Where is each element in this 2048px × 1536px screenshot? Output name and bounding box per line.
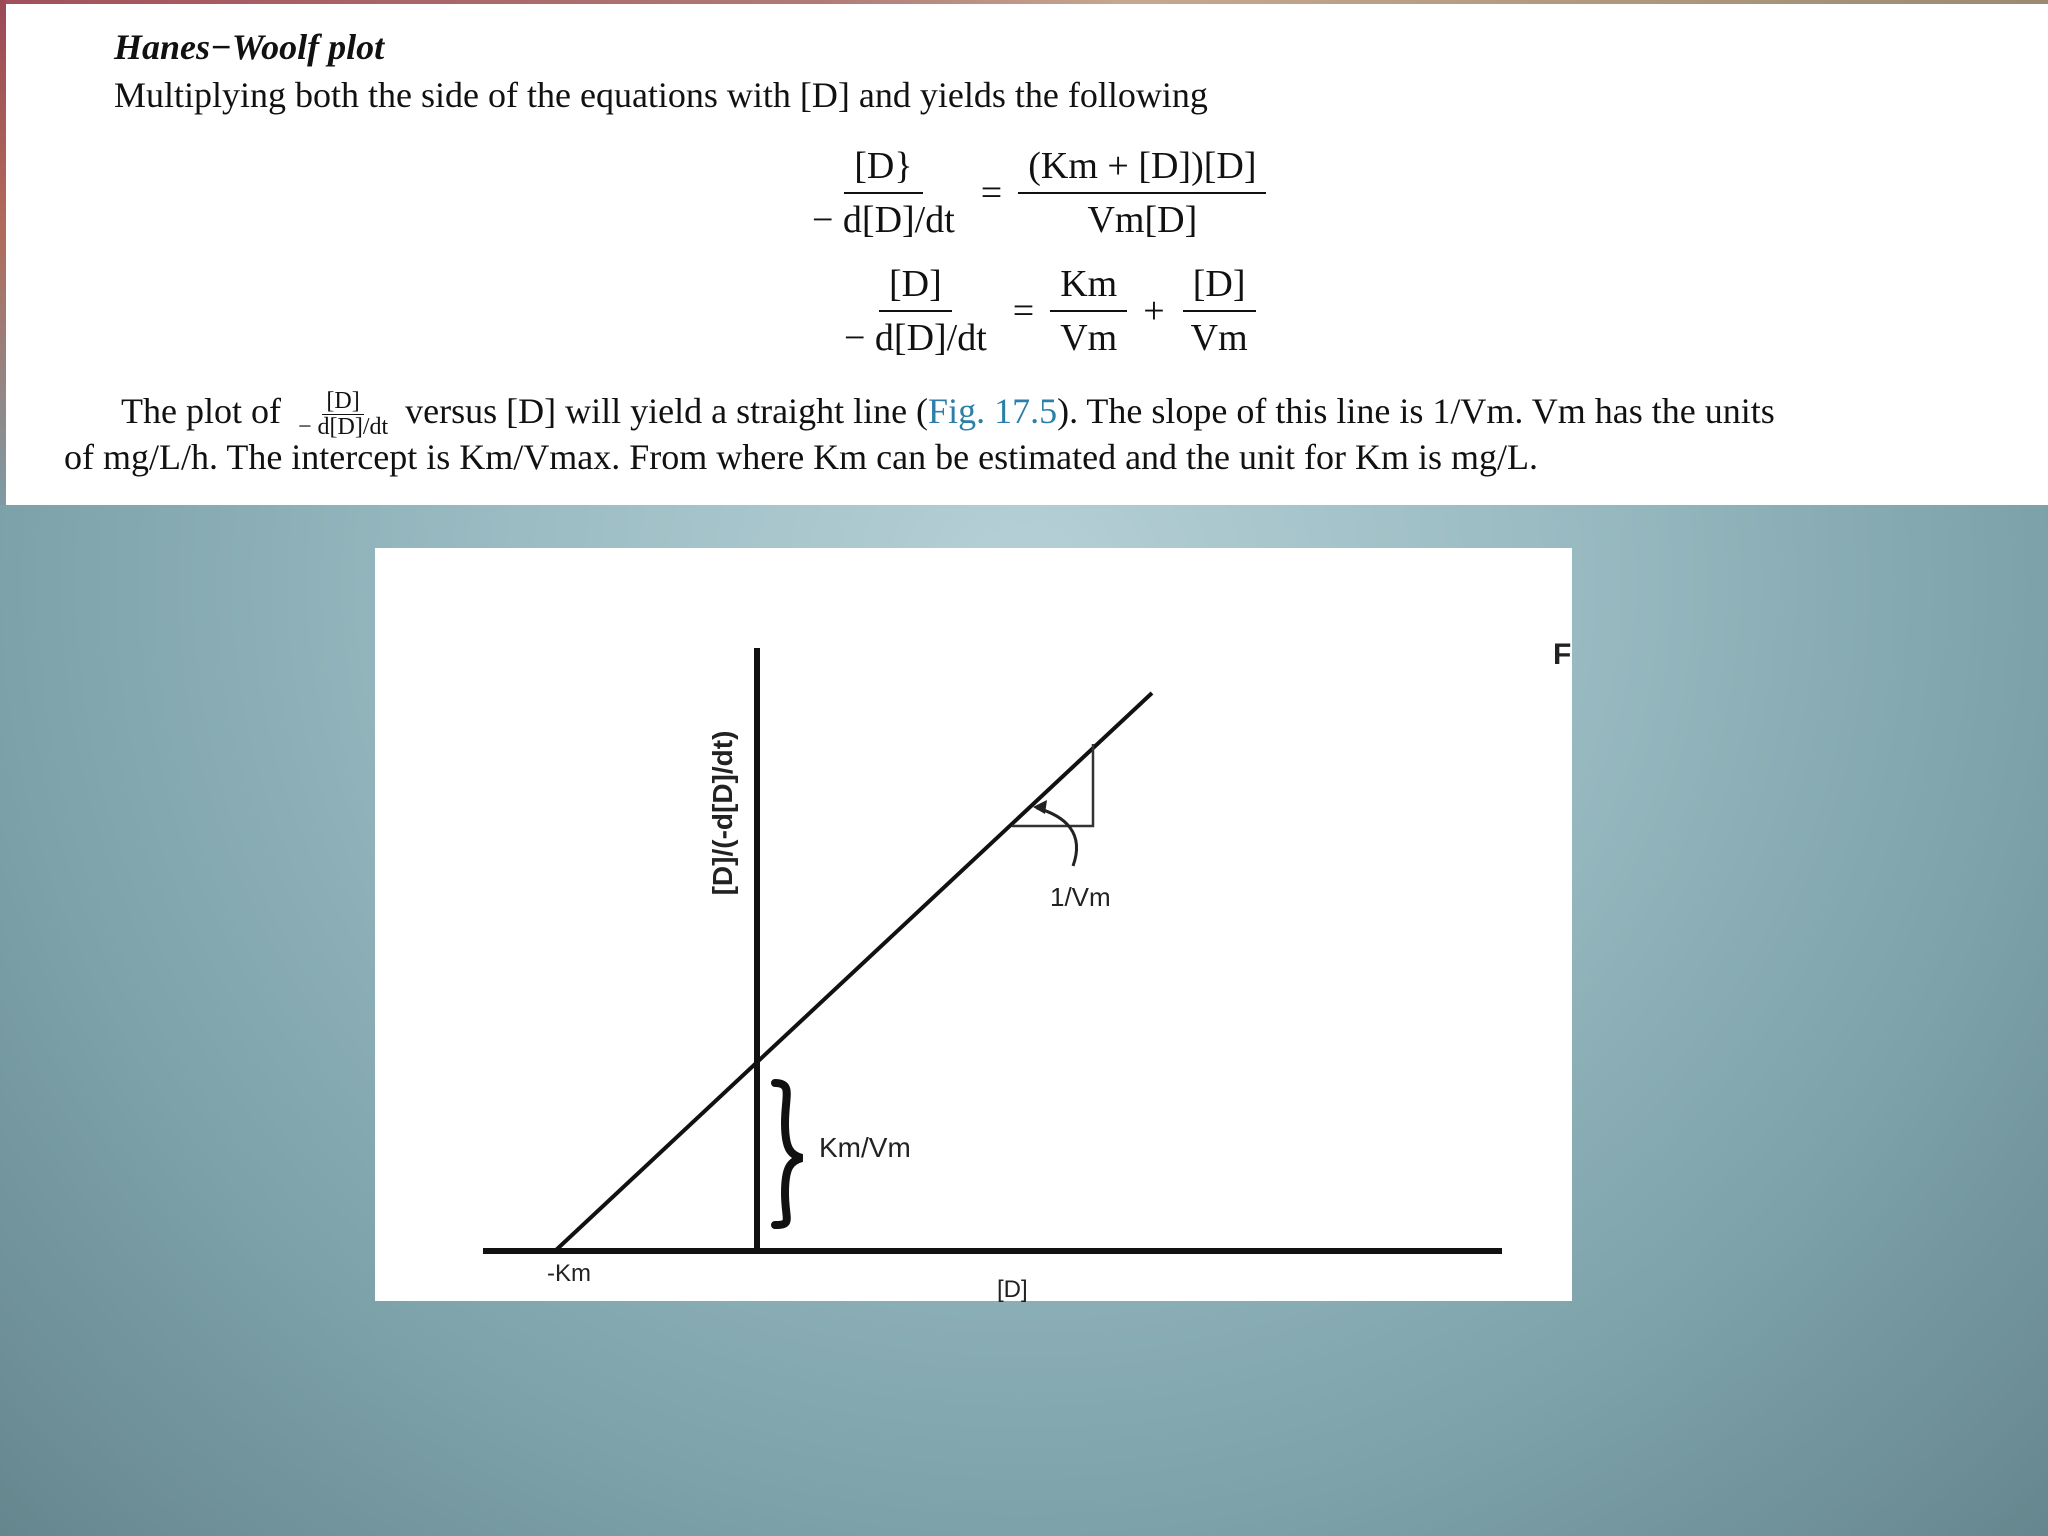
eq2-lhs-numerator: [D] [879, 262, 952, 312]
paragraph-line-2: of mg/L/h. The intercept is Km/Vmax. From where Km can be estimated and the unit for Km is mg/L. [64, 437, 1539, 477]
intercept-brace [775, 1083, 802, 1225]
eq2-equals: = [1012, 290, 1035, 332]
equation-2 [828, 262, 1264, 360]
slope-label: 1/Vm [1050, 882, 1111, 912]
para1-post: ). The slope of this line is 1/Vm. Vm has the units [1057, 390, 1775, 431]
hanes-woolf-figure [375, 548, 1572, 1301]
eq2-plus: + [1143, 290, 1165, 332]
eq2-term1-denominator: Vm [1060, 317, 1118, 359]
eq1-rhs-fraction [1018, 144, 1266, 242]
eq1-lhs-denominator: − d[D]/dt [812, 199, 955, 241]
eq2-term2-fraction [1181, 262, 1258, 360]
eq2-lhs-fraction [834, 262, 997, 360]
eq2-term1-fraction [1050, 262, 1127, 360]
regression-line [555, 693, 1152, 1251]
figure-stray-letter: F [1553, 638, 1572, 671]
equation-1 [796, 144, 1272, 242]
eq2-term2-numerator: [D] [1183, 262, 1256, 312]
para1-pre: The plot of [121, 390, 281, 431]
text-panel [6, 4, 2048, 505]
hanes-woolf-diagram [375, 548, 1572, 1301]
intro-text: Multiplying both the side of the equations with [D] and yields the following [114, 75, 1208, 115]
para1-frac-denominator: − d[D]/dt [297, 414, 389, 441]
intercept-label: Km/Vm [819, 1132, 911, 1163]
section-heading: Hanes−Woolf plot [114, 27, 385, 67]
eq1-rhs-numerator: (Km + [D])[D] [1018, 144, 1266, 194]
eq2-term1-numerator: Km [1050, 262, 1127, 312]
figure-reference-link[interactable]: Fig. 17.5 [928, 390, 1058, 431]
x-intercept-label: -Km [547, 1260, 591, 1287]
eq1-lhs-fraction [802, 144, 965, 242]
eq2-lhs-denominator: − d[D]/dt [844, 317, 987, 359]
eq1-equals: = [980, 172, 1003, 214]
x-axis-label: [D] [997, 1276, 1028, 1303]
eq2-term2-denominator: Vm [1190, 317, 1248, 359]
y-axis-label: [D]/(-d[D]/dt) [707, 730, 738, 896]
slope-pointer-arrow [1037, 808, 1077, 866]
para1-inline-fraction [298, 389, 388, 440]
paragraph-line-1 [121, 389, 1775, 440]
eq1-rhs-denominator: Vm[D] [1087, 199, 1198, 241]
para1-frac-numerator: [D] [322, 389, 363, 415]
para1-mid: versus [D] will yield a straight line ( [405, 390, 929, 431]
eq1-lhs-numerator: [D} [844, 144, 922, 194]
